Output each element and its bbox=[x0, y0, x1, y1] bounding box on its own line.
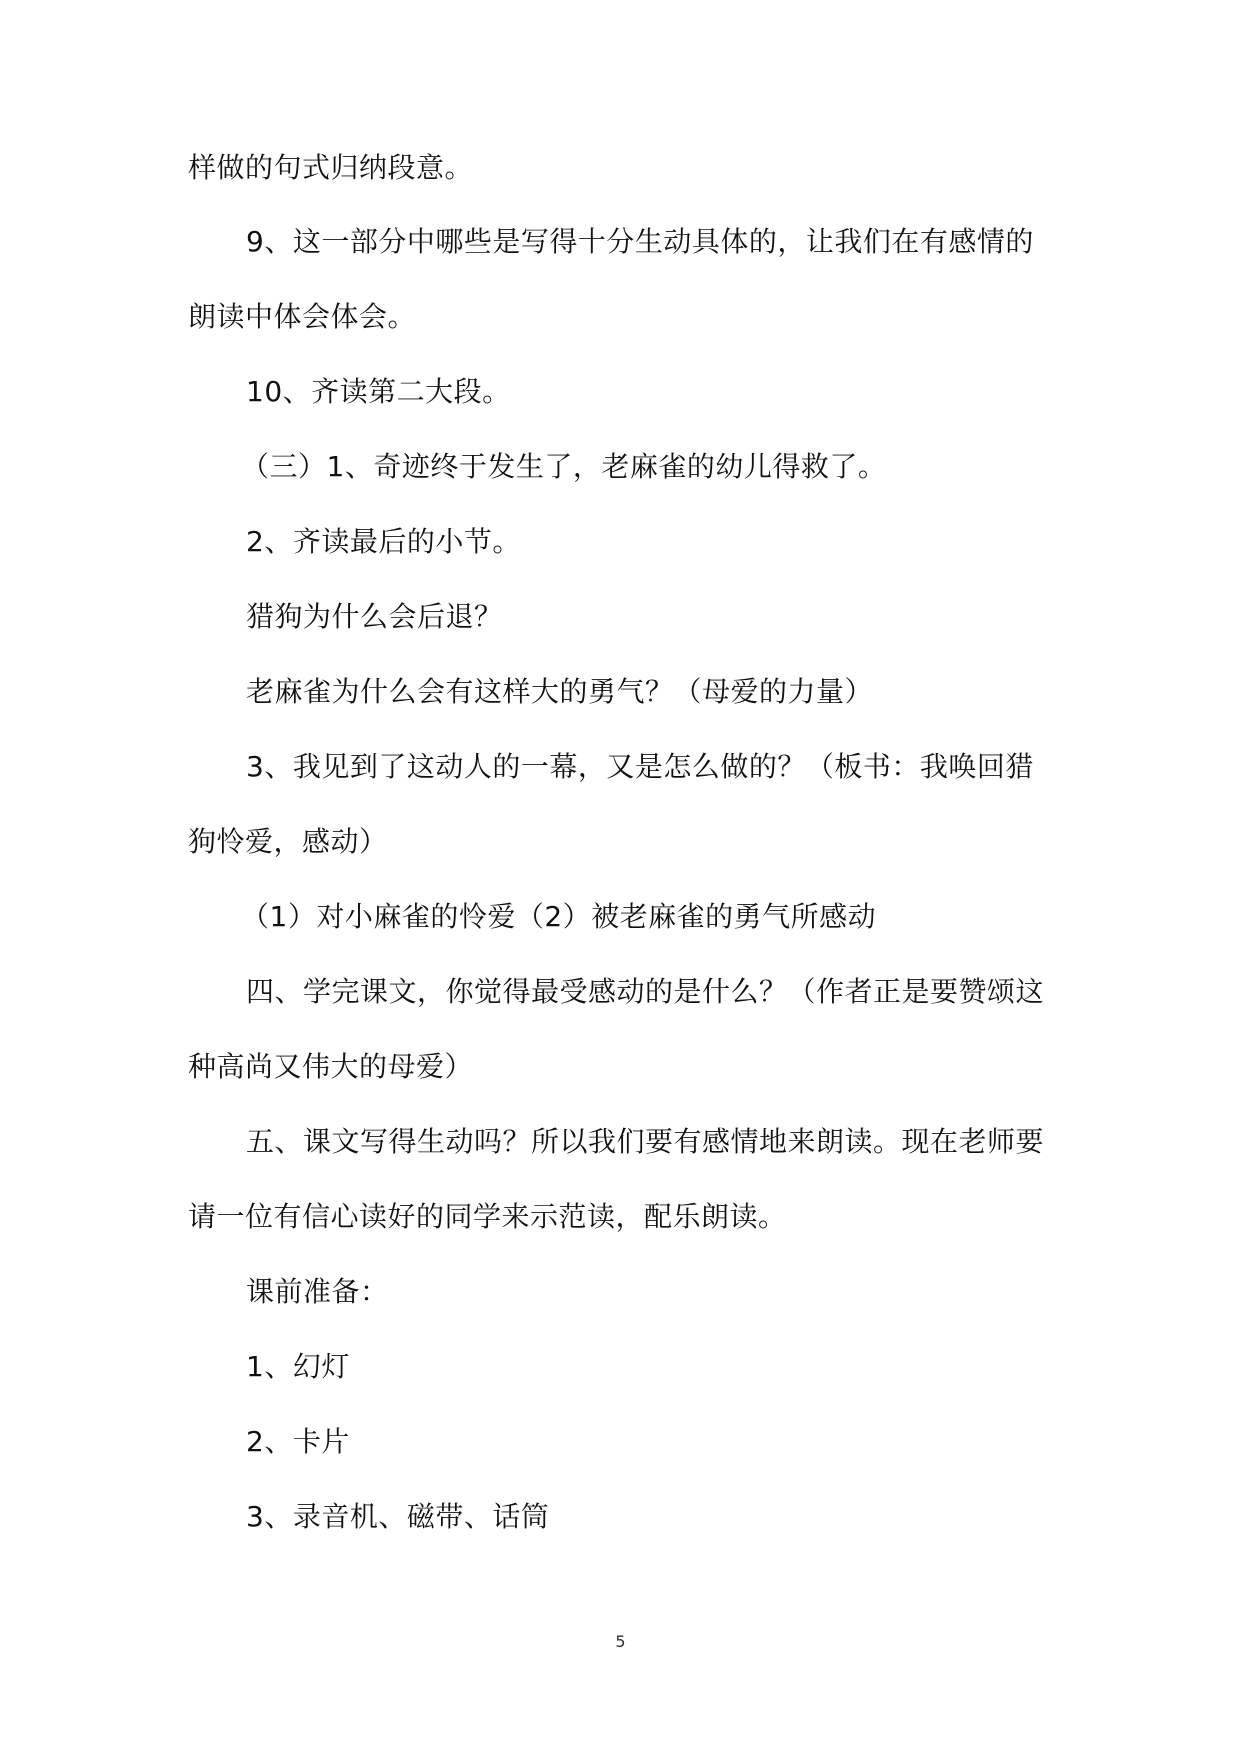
text-line: 五、课文写得生动吗？所以我们要有感情地来朗读。现在老师要 bbox=[246, 1125, 1045, 1158]
text-line: 10、齐读第二大段。 bbox=[246, 375, 511, 408]
text-line: 四、学完课文，你觉得最受感动的是什么？（作者正是要赞颂这 bbox=[246, 975, 1045, 1008]
text-line: 1、幻灯 bbox=[246, 1350, 350, 1383]
text-line: 2、卡片 bbox=[246, 1425, 350, 1458]
text-line: 狗怜爱，感动） bbox=[188, 825, 388, 858]
text-line: 种高尚又伟大的母爱） bbox=[188, 1050, 474, 1083]
text-line: 9、这一部分中哪些是写得十分生动具体的，让我们在有感情的 bbox=[246, 225, 1034, 258]
text-line: 猎狗为什么会后退？ bbox=[246, 600, 503, 633]
text-line: （1）对小麻雀的怜爱（2）被老麻雀的勇气所感动 bbox=[241, 900, 877, 933]
text-line: 3、我见到了这动人的一幕，又是怎么做的？（板书：我唤回猎 bbox=[246, 750, 1034, 783]
text-line: 朗读中体会体会。 bbox=[188, 300, 417, 333]
text-line: 课前准备： bbox=[246, 1275, 389, 1308]
text-line: 样做的句式归纳段意。 bbox=[188, 151, 474, 184]
text-line: 3、录音机、磁带、话筒 bbox=[246, 1500, 550, 1533]
text-line: 2、齐读最后的小节。 bbox=[246, 525, 521, 558]
text-line: 老麻雀为什么会有这样大的勇气？（母爱的力量） bbox=[246, 675, 874, 708]
text-line: （三）1、奇迹终于发生了，老麻雀的幼儿得救了。 bbox=[241, 450, 887, 483]
text-line: 请一位有信心读好的同学来示范读，配乐朗读。 bbox=[188, 1200, 787, 1233]
page-number: 5 bbox=[615, 1632, 626, 1651]
